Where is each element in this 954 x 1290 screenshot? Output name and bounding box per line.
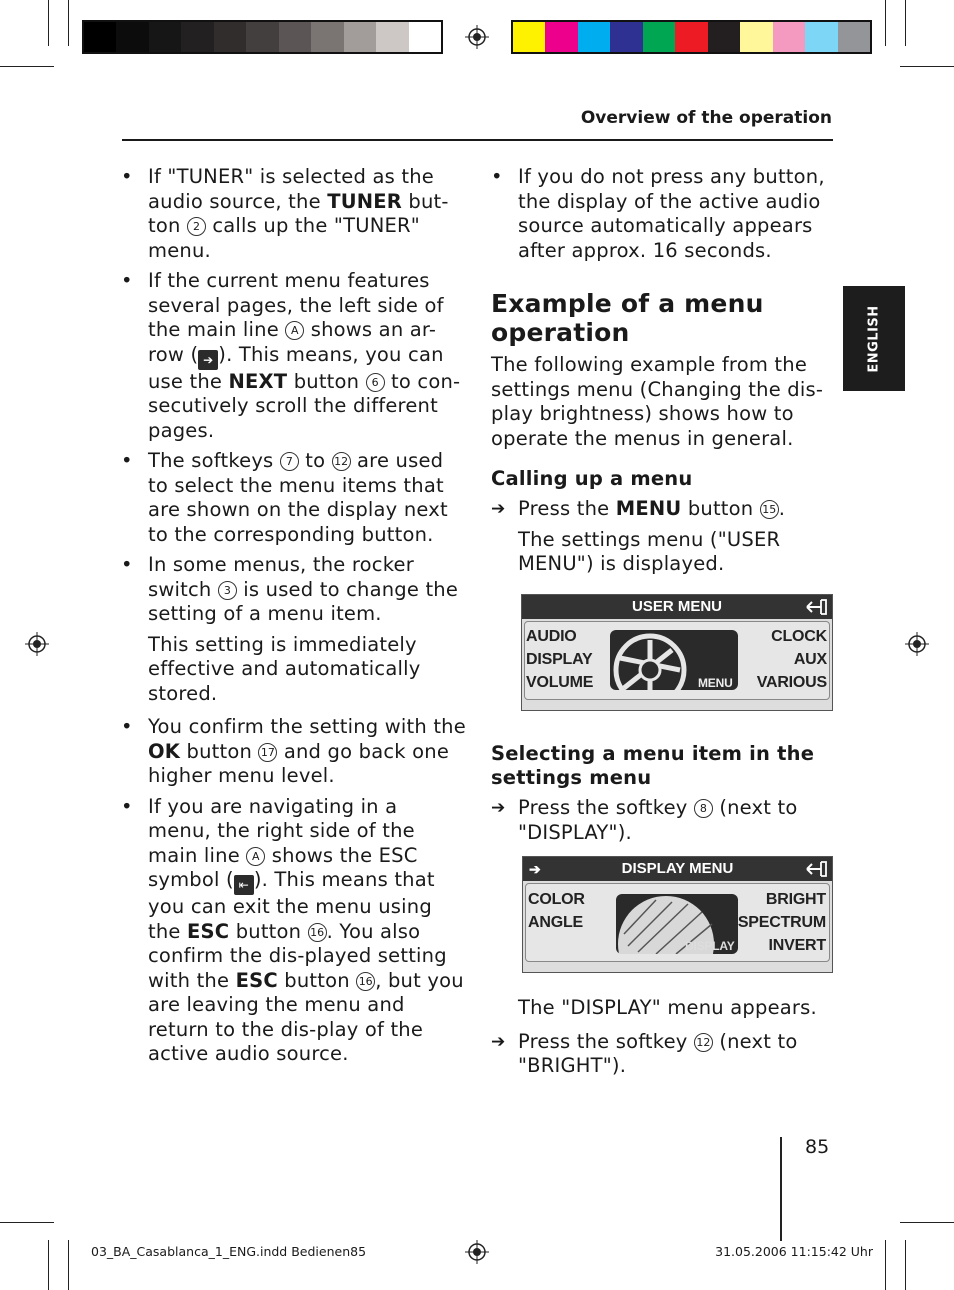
bold-text: MENU [615, 497, 682, 520]
display-center-label: DISPLAY [685, 939, 735, 953]
text: . [778, 497, 786, 520]
text: , but you are leaving the menu and return to the dis-play of the active audio source. [148, 968, 464, 1065]
bold-text: TUNER [327, 189, 402, 213]
right-column [491, 165, 831, 577]
text: In some menus, the rocker switch [148, 553, 414, 601]
text: . You also confirm the dis-played setting with the [148, 919, 447, 992]
display-item-clock: CLOCK [771, 628, 827, 645]
text: are used to select the menu items that are shown on the display next to the corresponding button. [148, 449, 448, 546]
text: button [287, 369, 366, 393]
text: to con-secutively scroll the different pages. [148, 369, 461, 442]
registration-mark-icon [465, 1240, 489, 1264]
text: The softkeys [148, 449, 280, 472]
color-swatch [344, 22, 376, 52]
text: ). This means that you can exit the menu using the [148, 868, 435, 943]
header-rule [122, 139, 833, 141]
bold-text: NEXT [228, 369, 288, 393]
intro-paragraph: The following example from the settings menu (Changing the dis-play brightness) shows how to operate the menus in general. [491, 353, 824, 450]
reference-number: 7 [280, 452, 299, 471]
color-swatch [838, 22, 870, 52]
text: (next to "BRIGHT"). [518, 1029, 798, 1077]
crop-mark [48, 0, 49, 46]
arrow-right-icon: ➔ [198, 350, 218, 370]
text: button [681, 497, 760, 520]
color-swatch [773, 22, 805, 52]
text: is used to change the setting of a menu item. [148, 577, 459, 625]
color-swatch [84, 22, 116, 52]
esc-icon [806, 860, 828, 878]
color-swatch [279, 22, 311, 52]
display-item-invert: INVERT [768, 937, 826, 954]
language-label: ENGLISH [866, 304, 882, 373]
subheading: Selecting a menu item in the settings menu [491, 742, 815, 789]
footer-file-info: 03_BA_Casablanca_1_ENG.indd Bedienen85 [91, 1244, 367, 1259]
list-item [121, 553, 466, 627]
text: Press the softkey [518, 796, 694, 819]
reference-number: 16 [356, 972, 375, 991]
text: If you are navigating in a menu, the right side of the main line [148, 794, 415, 867]
color-swatch [149, 22, 181, 52]
color-swatch [708, 22, 740, 52]
instruction-step [491, 796, 831, 845]
display-menu-display [522, 856, 833, 973]
subheading: Calling up a menu [491, 467, 693, 490]
reference-number: 17 [258, 743, 277, 762]
text: but-ton [148, 189, 449, 237]
right-column-lower [491, 742, 831, 845]
color-swatch [675, 22, 707, 52]
text: button [277, 968, 357, 992]
text: Press the softkey [518, 1029, 694, 1053]
list-item [121, 269, 466, 443]
color-swatch [246, 22, 278, 52]
reference-number: 12 [332, 452, 351, 471]
text: If "TUNER" is selected as the audio source, the [148, 165, 434, 213]
reference-number: 12 [694, 1033, 713, 1052]
text: If the current menu features several pages, the left side of the main line [148, 269, 444, 341]
text: button [180, 739, 259, 763]
display-center-label: MENU [698, 676, 733, 690]
text: You confirm the setting with the [148, 715, 466, 738]
text: shows an ar-row ( [148, 318, 437, 366]
crop-mark [0, 66, 54, 67]
color-swatch [805, 22, 837, 52]
text: to [298, 449, 332, 472]
color-swatch [214, 22, 246, 52]
color-swatch [311, 22, 343, 52]
list-item: • If you do not press any button, the display of the active audio source automatically appears after approx. 16 seconds. [491, 165, 831, 263]
color-swatch [545, 22, 577, 52]
color-bar [511, 20, 872, 54]
display-item-aux: AUX [793, 651, 827, 668]
display-title: DISPLAY MENU [621, 860, 734, 877]
color-swatch [181, 22, 213, 52]
right-column-bottom [491, 996, 831, 1079]
display-item-audio: AUDIO [526, 628, 577, 645]
step-result: The settings menu ("USER MENU") is displayed. [518, 527, 781, 575]
color-swatch [513, 22, 545, 52]
reference-number: 15 [760, 500, 779, 519]
crop-mark [885, 1240, 886, 1290]
reference-number: 2 [187, 217, 206, 236]
bold-text: OK [148, 739, 181, 763]
text: and go back one higher menu level. [148, 739, 450, 787]
crop-mark [900, 66, 954, 67]
crop-mark [68, 0, 69, 46]
display-item-various: VARIOUS [756, 674, 827, 691]
user-menu-display [521, 594, 833, 711]
list-item [121, 449, 466, 547]
crop-mark [48, 1240, 49, 1290]
arrow-right-icon: ➔ [529, 861, 541, 877]
text: button [229, 919, 308, 943]
display-item-bright: BRIGHT [765, 891, 826, 908]
text: ). This means, you can use the [148, 342, 444, 393]
section-title: Overview of the operation [580, 108, 832, 128]
display-item-angle: ANGLE [528, 914, 584, 931]
color-swatch [740, 22, 772, 52]
display-item-display: DISPLAY [526, 651, 593, 668]
esc-icon: ⇤ [234, 875, 254, 895]
section-heading: Example of a menu operation [491, 289, 764, 347]
list-item [121, 165, 466, 263]
language-tab [843, 286, 905, 391]
color-swatch [643, 22, 675, 52]
page-number-rule [780, 1137, 782, 1241]
paragraph: This setting is immediately effective and automatically stored. [148, 632, 421, 705]
display-title-bar [522, 595, 832, 619]
color-swatch [116, 22, 148, 52]
crop-mark [905, 1240, 906, 1290]
list-item [121, 715, 466, 789]
text: Press the [518, 497, 616, 520]
reference-number: 16 [308, 923, 327, 942]
display-item-spectrum: SPECTRUM [737, 914, 826, 931]
text: (next to "DISPLAY"). [518, 796, 798, 844]
step-result: The "DISPLAY" menu appears. [518, 996, 817, 1019]
page-number: 85 [805, 1136, 830, 1158]
text: calls up the "TUNER" menu. [148, 214, 420, 262]
color-swatch [610, 22, 642, 52]
list-item [121, 795, 466, 1067]
registration-mark-icon [25, 632, 49, 656]
display-title: USER MENU [631, 598, 722, 615]
registration-mark-icon [465, 25, 489, 49]
text: shows the ESC symbol ( [148, 843, 418, 891]
grayscale-bar [82, 20, 443, 54]
reference-letter: A [285, 321, 304, 340]
bold-text: ESC [187, 919, 230, 943]
display-title-bar [523, 857, 832, 881]
crop-mark [905, 0, 906, 46]
reference-number: 8 [694, 799, 713, 818]
instruction-step [491, 1030, 831, 1079]
bold-text: ESC [235, 968, 278, 992]
color-swatch [376, 22, 408, 52]
reference-number: 3 [218, 581, 237, 600]
color-swatch [578, 22, 610, 52]
crop-mark [885, 0, 886, 46]
crop-mark [0, 1222, 54, 1223]
footer-timestamp: 31.05.2006 11:15:42 Uhr [715, 1244, 873, 1259]
reference-letter: A [246, 847, 265, 866]
display-item-color: COLOR [528, 891, 585, 908]
display-item-volume: VOLUME [526, 674, 594, 691]
registration-mark-icon [905, 632, 929, 656]
left-column [121, 165, 466, 1067]
instruction-step [491, 497, 831, 522]
crop-mark [68, 1240, 69, 1290]
crop-mark [900, 1222, 954, 1223]
reference-number: 6 [366, 373, 385, 392]
esc-icon [806, 598, 828, 616]
color-swatch [409, 22, 441, 52]
